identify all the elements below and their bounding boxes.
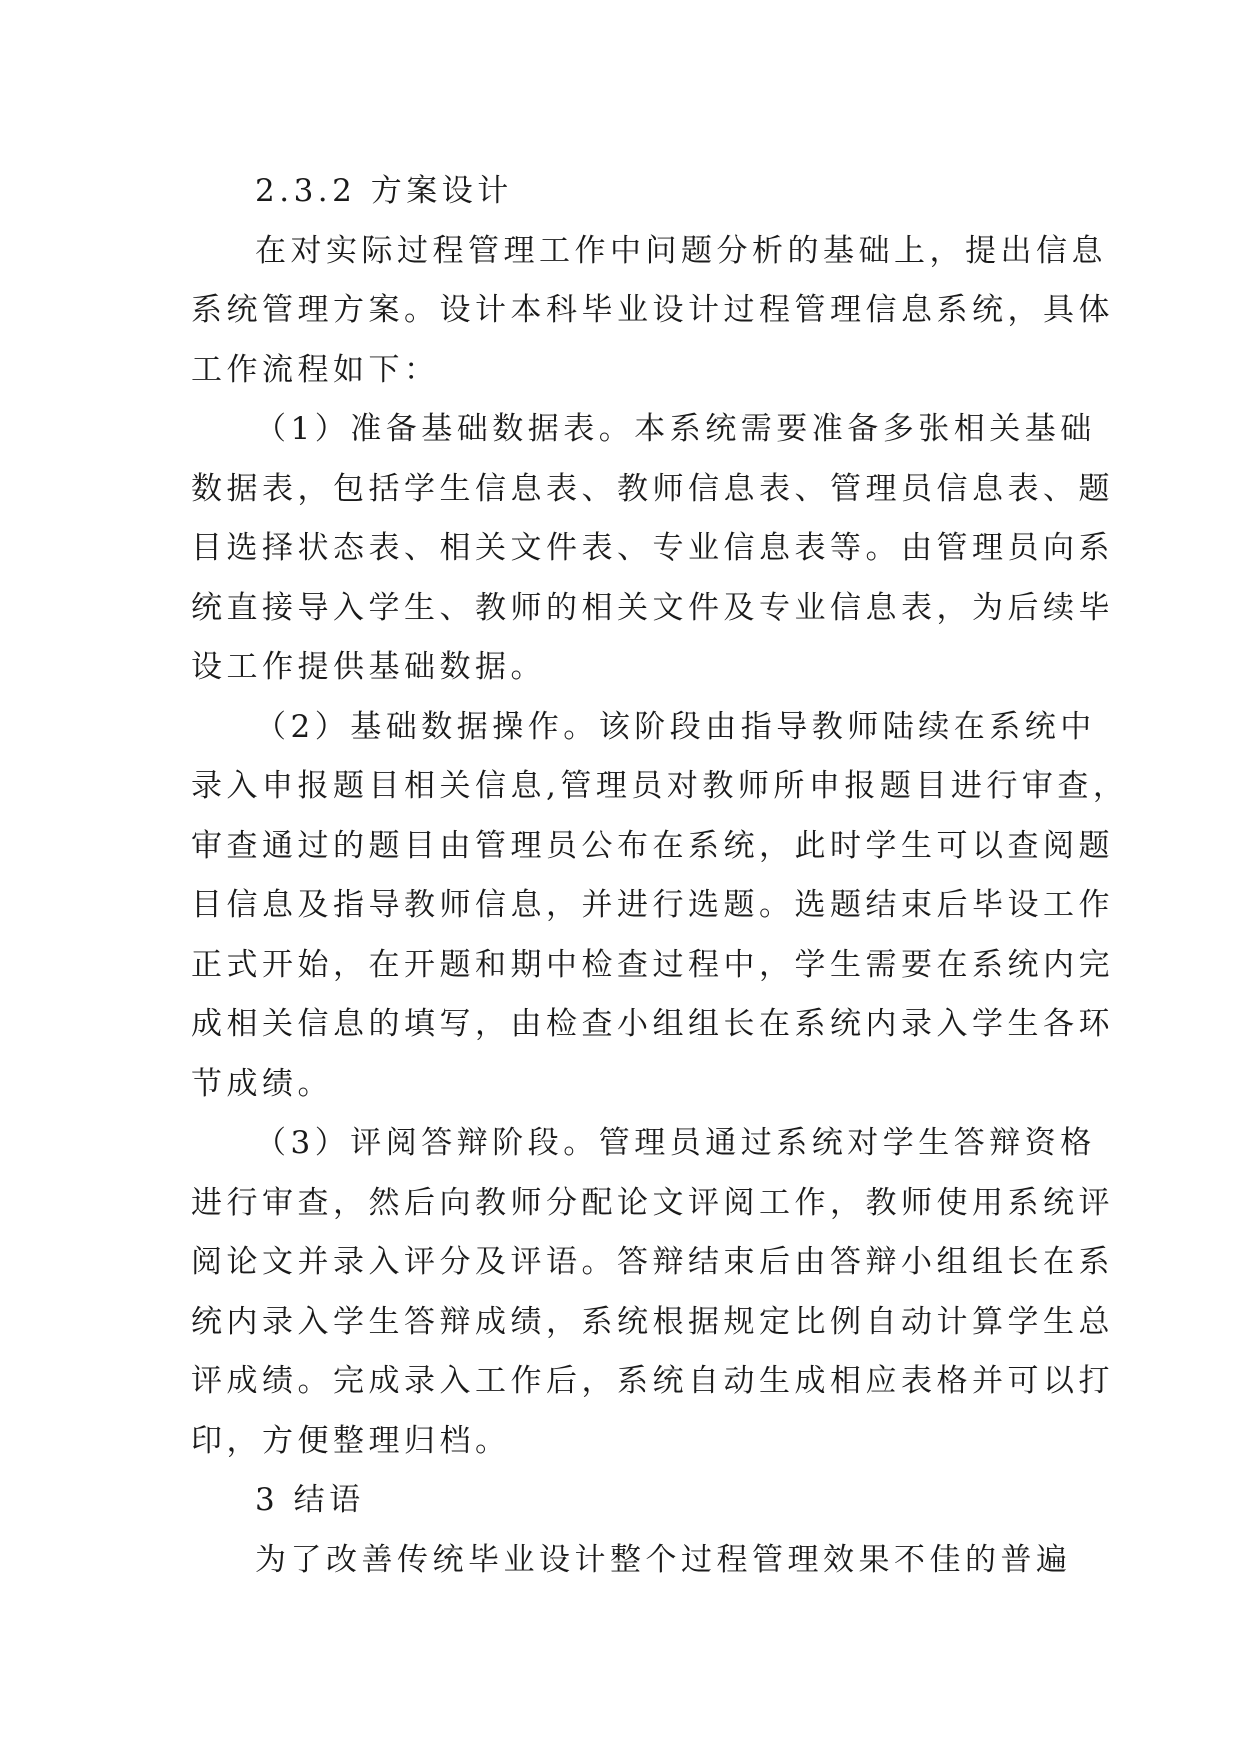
- section-heading-2-3-2: 2.3.2 方案设计: [255, 173, 513, 209]
- paragraph-line: 印，方便整理归档。: [191, 1422, 511, 1459]
- paragraph-line: 进行审查，然后向教师分配论文评阅工作，教师使用系统评: [191, 1184, 1114, 1221]
- paragraph-line: 录入申报题目相关信息,管理员对教师所申报题目进行审查，: [191, 768, 1129, 804]
- paragraph-line: 评成绩。完成录入工作后，系统自动生成相应表格并可以打: [191, 1363, 1114, 1399]
- paragraph-line: 正式开始，在开题和期中检查过程中，学生需要在系统内完: [191, 946, 1114, 983]
- list-item-1-line: （1）准备基础数据表。本系统需要准备多张相关基础: [255, 411, 1096, 447]
- paragraph-line: 审查通过的题目由管理员公布在系统，此时学生可以查阅题: [191, 827, 1114, 864]
- paragraph-line: 节成绩。: [191, 1065, 333, 1102]
- body-text: [191, 162, 1129, 1590]
- paragraph-line: 为了改善传统毕业设计整个过程管理效果不佳的普遍: [255, 1541, 1072, 1578]
- list-item-3-line: （3）评阅答辩阶段。管理员通过系统对学生答辩资格: [255, 1125, 1096, 1161]
- paragraph-line: 成相关信息的填写，由检查小组组长在系统内录入学生各环: [191, 1006, 1114, 1042]
- paragraph-line: 统内录入学生答辩成绩，系统根据规定比例自动计算学生总: [191, 1303, 1114, 1340]
- paragraph-line: 系统管理方案。设计本科毕业设计过程管理信息系统，具体: [191, 292, 1114, 328]
- paragraph-line: 工作流程如下：: [191, 351, 440, 388]
- list-item-2-line: （2）基础数据操作。该阶段由指导教师陆续在系统中: [255, 708, 1096, 745]
- paragraph-line: 统直接导入学生、教师的相关文件及专业信息表，为后续毕: [191, 589, 1114, 626]
- paragraph-line: 目信息及指导教师信息，并进行选题。选题结束后毕设工作: [191, 887, 1114, 923]
- paragraph-line: 在对实际过程管理工作中问题分析的基础上，提出信息: [255, 232, 1107, 269]
- paragraph-line: 数据表，包括学生信息表、教师信息表、管理员信息表、题: [191, 470, 1114, 507]
- paragraph-line: 设工作提供基础数据。: [191, 649, 546, 685]
- paragraph-line: 阅论文并录入评分及评语。答辩结束后由答辩小组组长在系: [191, 1244, 1114, 1280]
- section-heading-3: 3 结语: [255, 1482, 365, 1518]
- paragraph-line: 目选择状态表、相关文件表、专业信息表等。由管理员向系: [191, 530, 1114, 566]
